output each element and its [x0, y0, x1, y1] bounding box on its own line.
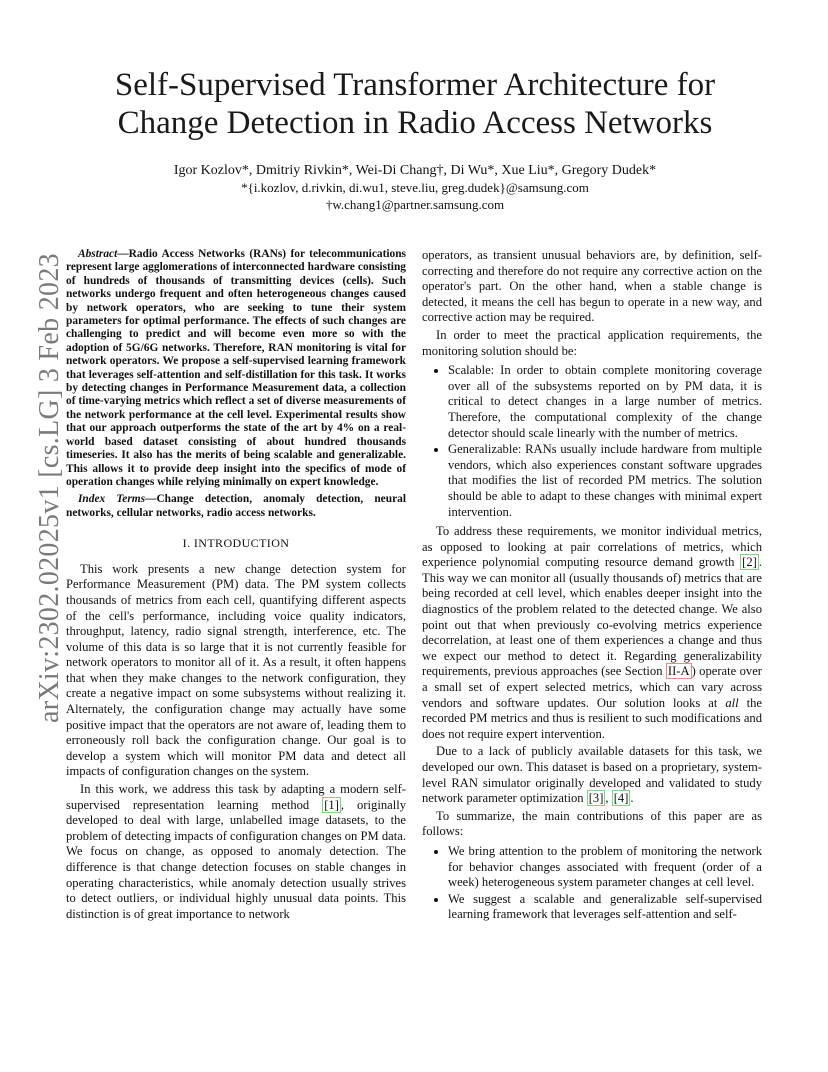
- index-terms-text: —Change detection, anomaly detection, neural networks, cellular networks, radio access networks.: [66, 493, 406, 519]
- list-item: • We suggest a scalable and generalizable self-supervised learning framework that leverages self-attention and self-: [448, 892, 762, 923]
- p3-text-b: . This way we can monitor all (usually thousands of) metrics that are being recorded at cell level, which enables deeper insight into the diagnostics of the problem related to the detected change. We also point out that when previously co-evolving metrics experience decorrelation, at least one of them experiences a change and thus we expect our method to detect it. Regarding generalizability requirements, previous approaches (see Section: [422, 555, 762, 679]
- title-line-2: Change Detection in Radio Access Networks: [117, 105, 713, 141]
- requirements-list: [422, 363, 762, 520]
- p4-end: .: [630, 791, 634, 806]
- p3-text-a: To address these requirements, we monitor individual metrics, as opposed to looking at pair correlations of metrics, which experience polynomial computing resource demand growth: [422, 524, 762, 570]
- right-paragraph-2: In order to meet the practical application requirements, the monitoring solution should be:: [422, 327, 762, 358]
- abstract-label: Abstract: [78, 248, 118, 260]
- paper-title: [70, 66, 760, 142]
- author-emails-primary: *{i.kozlov, d.rivkin, di.wu1, steve.liu, greg.dudek}@samsung.com: [241, 180, 589, 195]
- index-terms: [66, 493, 406, 520]
- title-line-1: Self-Supervised Transformer Architecture for: [114, 67, 716, 103]
- index-terms-label: Index Terms: [78, 493, 146, 506]
- contributions-list: [422, 844, 762, 923]
- intro-p2-text-b: , originally developed to deal with large, unlabelled image datasets, to the problem of detecting impacts of configuration changes on PM data. We focus on change, as opposed to anomaly detection. The difference is that change detection focuses on stable changes in operating characteristics, while anomaly detection usually strives to detect outliers, or individual highly unusual data points. This distinction is of great importance to network: [66, 797, 406, 921]
- p3-text-d: the recorded PM metrics and thus is resilient to such modifications and does not require expert intervention.: [422, 695, 762, 741]
- p3-emphasis: all: [725, 695, 739, 710]
- intro-paragraph-2: [66, 782, 406, 922]
- list-item: • Scalable: In order to obtain complete monitoring coverage over all of the subsystems reported on by PM data, it is critical to detect changes in a large number of metrics. Therefore, the computational complexity of the change detector should scale linearly with the number of metrics.: [448, 363, 762, 441]
- list-item: • Generalizable: RANs usually include hardware from multiple vendors, which also experiences constant software upgrades that modifies the list of recorded PM metrics. The solution should be able to adapt to these changes with minimal expert intervention.: [448, 442, 762, 520]
- section-heading-introduction: I. INTRODUCTION: [182, 536, 290, 551]
- author-emails-secondary: †w.chang1@partner.samsung.com: [325, 197, 505, 212]
- intro-p2-text-a: In this work, we address this task by adapting a modern self-supervised representation learning method: [66, 782, 406, 812]
- author-names: Igor Kozlov*, Dmitriy Rivkin*, Wei-Di Chang†, Di Wu*, Xue Liu*, Gregory Dudek*: [173, 163, 657, 178]
- citation-link[interactable]: [1]: [324, 797, 339, 812]
- abstract: [66, 248, 406, 489]
- right-column: [422, 248, 762, 927]
- right-paragraph-5: To summarize, the main contributions of this paper are as follows:: [422, 808, 762, 839]
- intro-paragraph-1: This work presents a new change detection system for Performance Measurement (PM) data. The PM system collects thousands of metrics from each cell, quantifying different aspects of the cell's performance, including voice quality indicators, throughput, latency, radio signal strength, interference, etc. The volume of this data is so large that it is not currently feasible for network operators to monitor all of it. As a result, it often happens that when they make changes to the network configuration, they create a negative impact on some subsystems without realizing it. Alternately, the configuration change may actually have some positive impact that the operators are not aware of, leading them to erroneously roll back the configuration change. Our goal is to develop a system which will monitor PM data and detect all impacts of configuration changes on the system.: [66, 561, 406, 779]
- section-reference-link[interactable]: II-A: [667, 664, 690, 679]
- p4-text-a: Due to a lack of publicly available datasets for this task, we developed our own. This dataset is based on a proprietary, system-level RAN simulator originally developed and validated to study network parameter optimization: [422, 744, 762, 806]
- p4-separator: ,: [605, 791, 612, 806]
- abstract-text: —Radio Access Networks (RANs) for telecommunications represent large agglomerations of interconnected hardware consisting of hundreds of thousands of transmitting devices (cells). Such networks undergo frequent and often heterogeneous changes caused by network operators, who are seeking to tune their system parameters for optimal performance. The effects of such changes are challenging to predict and will become even more so with the adoption of 5G/6G networks. Therefore, RAN monitoring is vital for network operators. We propose a self-supervised learning framework that leverages self-attention and self-distillation for this task. It works by detecting changes in Performance Measurement data, a collection of time-varying metrics which reflect a set of diverse measurements of the network performance at the cell level. Experimental results show that our approach outperforms the state of the art by 4% on a real-world based dataset consisting of about hundred thousands timeseries. It also has the merits of being scalable and generalizable. This allows it to provide deep insight into the specifics of mode of operation changes while relying minimally on expert knowledge.: [66, 248, 406, 488]
- right-paragraph-1: operators, as transient unusual behaviors are, by definition, self-correcting and therefore do not require any corrective action on the operator's part. On the other hand, when a stable change is detected, it means the cell has begun to operate in a new way, and corrective action may be required.: [422, 248, 762, 325]
- author-block: [70, 162, 760, 213]
- right-paragraph-3: [422, 524, 762, 742]
- citation-link[interactable]: [2]: [742, 555, 757, 570]
- arxiv-identifier: arXiv:2302.02025v1 [cs.LG] 3 Feb 2023: [34, 253, 65, 723]
- right-paragraph-4: [422, 744, 762, 806]
- citation-link[interactable]: [4]: [613, 791, 629, 806]
- citation-link[interactable]: [3]: [588, 791, 604, 806]
- left-column: [66, 248, 406, 924]
- list-item: • We bring attention to the problem of monitoring the network for behavior changes associated with frequent (order of a week) heterogeneous system parameter changes at cell level.: [448, 844, 762, 891]
- p3-text-c: ) operate over a small set of expert selected metrics, which can vary across vendors and software updates. Our solution looks at: [422, 664, 762, 710]
